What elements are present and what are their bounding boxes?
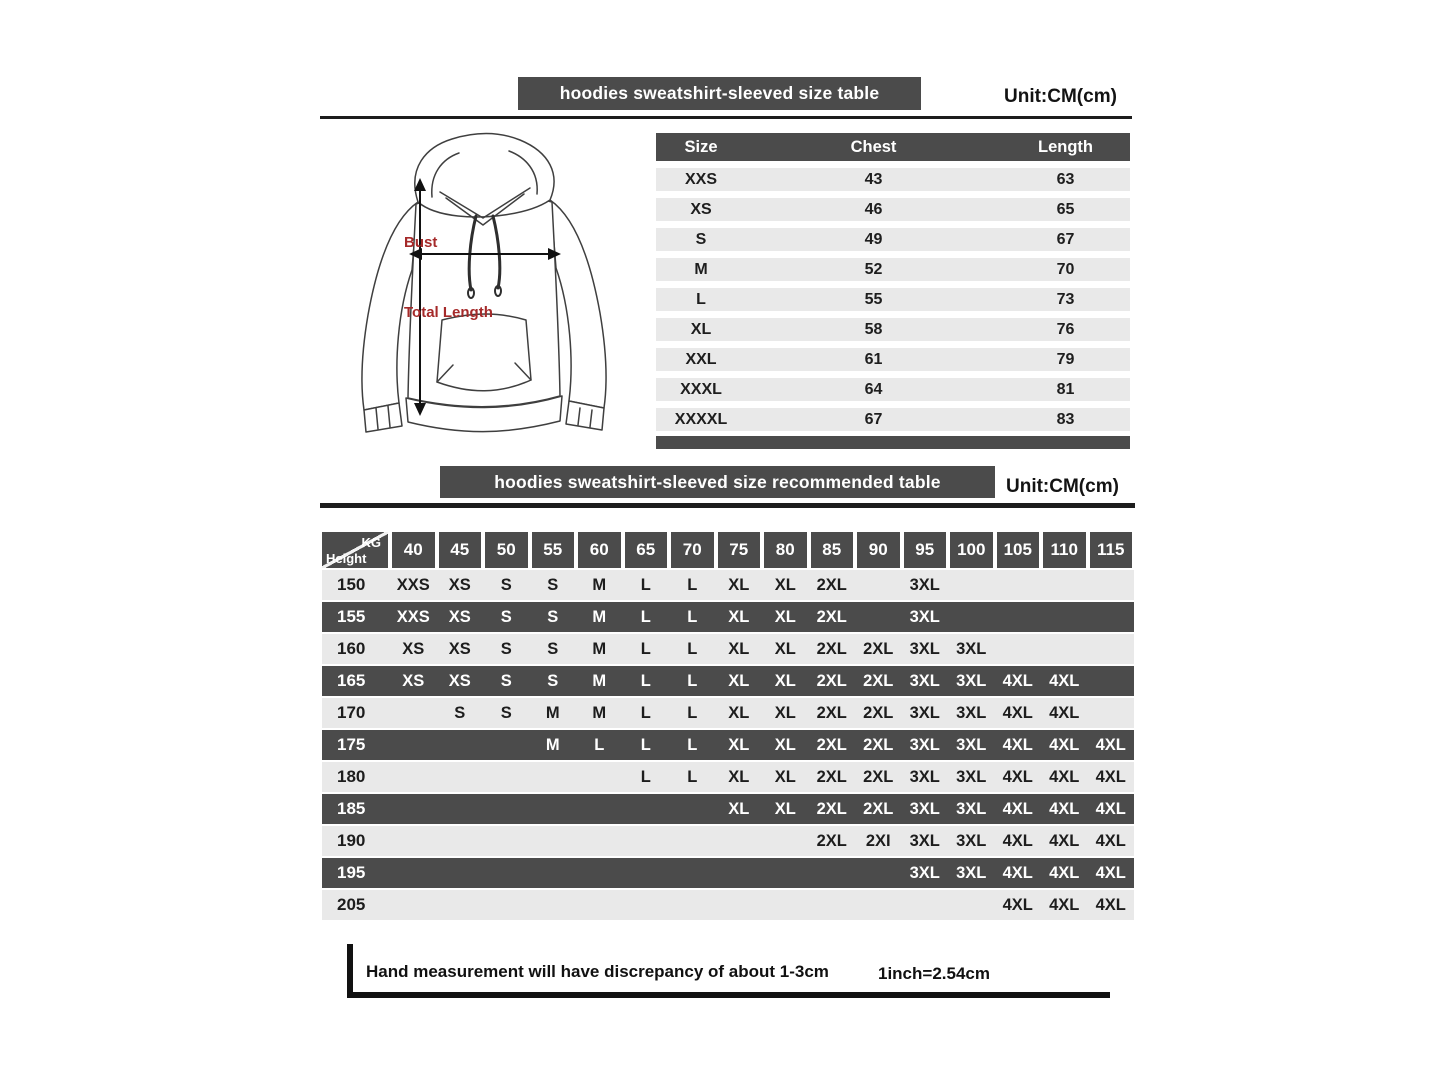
size-recommendation-cell: XS	[402, 671, 425, 690]
size-cell: XL	[690, 320, 712, 338]
size-table-row	[656, 228, 1130, 251]
weight-column-header: 115	[1090, 532, 1133, 568]
size-cell: L	[696, 290, 706, 308]
size-recommendation-cell: 2XL	[816, 575, 847, 594]
size-recommendation-cell: XL	[728, 639, 750, 658]
size-recommendation-cell: M	[592, 671, 607, 690]
size-recommendation-cell: 4XL	[1002, 895, 1033, 914]
recommended-row	[322, 570, 1134, 600]
size-recommendation-cell: S	[500, 671, 512, 690]
chest-cell: 64	[864, 380, 883, 398]
size-recommendation-cell: XL	[774, 767, 796, 786]
size-recommendation-cell: 4XL	[1049, 831, 1080, 850]
size-recommendation-cell: XL	[728, 607, 750, 626]
height-label: 190	[337, 831, 366, 850]
column-header-chest: Chest	[850, 137, 897, 156]
size-table-header	[656, 133, 1130, 161]
size-table-row	[656, 318, 1130, 341]
size-table-row	[656, 378, 1130, 401]
chest-cell: 58	[864, 320, 883, 338]
chest-cell: 49	[864, 230, 883, 248]
recommended-table-body	[322, 570, 1134, 920]
size-recommendation-cell: 3XL	[909, 703, 940, 722]
size-table-bottom-bar	[656, 436, 1130, 449]
recommended-row	[322, 634, 1134, 664]
size-recommendation-cell: XL	[774, 703, 796, 722]
length-cell: 83	[1056, 410, 1075, 428]
size-recommendation-cell: 2XL	[816, 735, 847, 754]
size-table-row	[656, 348, 1130, 371]
size-recommendation-cell: S	[547, 607, 559, 626]
size-recommendation-cell: 2XL	[863, 799, 894, 818]
length-cell: 79	[1056, 350, 1075, 368]
size-recommendation-cell: L	[640, 575, 651, 594]
size-recommendation-cell: 2XL	[863, 703, 894, 722]
size-table-row	[656, 168, 1130, 191]
weight-column-header: 95	[904, 532, 947, 568]
column-header-length: Length	[1038, 137, 1093, 156]
column-header-size: Size	[684, 137, 718, 156]
size-cell: M	[694, 260, 708, 278]
weight-column-header: 70	[671, 532, 714, 568]
size-recommendation-cell: XS	[448, 671, 471, 690]
size-recommendation-cell: XL	[728, 575, 750, 594]
weight-header-row	[322, 532, 1134, 568]
bust-label: Bust	[404, 234, 438, 251]
size-recommendation-cell: 4XL	[1002, 831, 1033, 850]
size-recommendation-cell: 4XL	[1002, 863, 1033, 882]
size-recommendation-cell: S	[454, 703, 466, 722]
size-recommendation-cell: 4XL	[1095, 863, 1126, 882]
size-recommendation-cell: XL	[774, 735, 796, 754]
height-label: 175	[337, 735, 366, 754]
size-recommendation-cell: 3XL	[956, 735, 987, 754]
size-recommendation-cell: 4XL	[1002, 799, 1033, 818]
size-recommendation-cell: S	[500, 703, 512, 722]
size-recommendation-cell: 3XL	[956, 639, 987, 658]
length-cell: 63	[1056, 170, 1075, 188]
size-recommendation-cell: L	[687, 671, 698, 690]
size-cell: XXS	[684, 170, 717, 188]
length-cell: 81	[1056, 380, 1075, 398]
size-recommendation-cell: 3XL	[909, 735, 940, 754]
size-table-title: hoodies sweatshirt-sleeved size table	[559, 83, 880, 103]
size-recommendation-cell: 4XL	[1049, 735, 1080, 754]
weight-column-header: 85	[811, 532, 854, 568]
recommended-row	[322, 762, 1134, 792]
size-recommendation-cell: 2XL	[816, 671, 847, 690]
measurement-discrepancy-note: Hand measurement will have discrepancy of about 1-3cm	[366, 962, 829, 981]
size-recommendation-cell: 3XL	[909, 671, 940, 690]
size-recommendation-cell: XS	[448, 639, 471, 658]
size-cell: S	[695, 230, 707, 248]
size-recommendation-cell: 2XL	[816, 639, 847, 658]
size-recommendation-cell: 4XL	[1049, 671, 1080, 690]
size-recommendation-cell: 2XL	[863, 735, 894, 754]
size-recommendation-cell: S	[547, 671, 559, 690]
height-label: 165	[337, 671, 366, 690]
chest-cell: 55	[864, 290, 883, 308]
weight-column-header: 55	[532, 532, 575, 568]
recommended-row	[322, 890, 1134, 920]
size-recommendation-cell: 4XL	[1095, 735, 1126, 754]
recommended-row	[322, 730, 1134, 760]
size-recommendation-cell: 2XL	[816, 799, 847, 818]
length-cell: 67	[1056, 230, 1075, 248]
corner-height-label: Height	[326, 551, 367, 566]
recommended-row	[322, 826, 1134, 856]
size-recommendation-cell: L	[687, 703, 698, 722]
size-recommendation-cell: 3XL	[956, 671, 987, 690]
size-recommendation-cell: 2XL	[816, 831, 847, 850]
weight-column-header: 105	[997, 532, 1040, 568]
chest-cell: 52	[864, 260, 883, 278]
size-table-title-bar	[518, 77, 921, 110]
size-recommendation-cell: S	[547, 639, 559, 658]
size-recommendation-cell: 2XL	[863, 639, 894, 658]
recommended-table	[322, 532, 1134, 920]
size-recommendation-cell: XS	[402, 639, 425, 658]
size-recommendation-cell: L	[640, 639, 651, 658]
size-recommendation-cell: S	[500, 639, 512, 658]
size-recommendation-cell: 3XL	[909, 831, 940, 850]
size-recommendation-cell: 3XL	[956, 703, 987, 722]
size-recommendation-cell: 4XL	[1049, 799, 1080, 818]
size-recommendation-cell: XL	[728, 799, 750, 818]
size-recommendation-cell: 3XL	[909, 575, 940, 594]
size-cell: XXXXL	[674, 410, 728, 428]
size-recommendation-cell: L	[687, 607, 698, 626]
weight-column-header: 50	[485, 532, 528, 568]
size-recommendation-cell: 3XL	[956, 863, 987, 882]
size-recommendation-cell: 4XL	[1095, 895, 1126, 914]
size-recommendation-cell: L	[687, 639, 698, 658]
size-recommendation-cell: 3XL	[956, 831, 987, 850]
weight-column-header: 60	[578, 532, 621, 568]
height-label: 160	[337, 639, 366, 658]
size-recommendation-cell: L	[687, 735, 698, 754]
top-divider	[320, 116, 1132, 119]
size-recommendation-cell: XL	[728, 735, 750, 754]
size-recommendation-cell: 2XL	[863, 767, 894, 786]
size-recommendation-cell: 4XL	[1002, 671, 1033, 690]
size-recommendation-cell: XL	[774, 639, 796, 658]
height-label: 185	[337, 799, 366, 818]
size-recommendation-cell: 2XI	[865, 831, 891, 850]
size-recommendation-cell: M	[545, 703, 560, 722]
recommended-table-title-bar	[440, 466, 995, 498]
size-cell: XS	[690, 200, 712, 218]
size-recommendation-cell: XXS	[396, 607, 430, 626]
height-label: 150	[337, 575, 366, 594]
size-recommendation-cell: XL	[728, 671, 750, 690]
recommended-row	[322, 602, 1134, 632]
size-recommendation-cell: XS	[448, 575, 471, 594]
size-table-body	[656, 168, 1130, 431]
chest-cell: 61	[864, 350, 883, 368]
chest-cell: 43	[864, 170, 883, 188]
weight-column-header: 90	[857, 532, 900, 568]
size-table-row	[656, 258, 1130, 281]
size-recommendation-cell: M	[592, 575, 607, 594]
weight-column-header: 80	[764, 532, 807, 568]
hoodie-measurement-diagram	[330, 130, 640, 460]
size-recommendation-cell: M	[592, 639, 607, 658]
height-label: 180	[337, 767, 366, 786]
size-recommendation-cell: 2XL	[816, 703, 847, 722]
size-recommendation-cell: M	[545, 735, 560, 754]
size-recommendation-cell: M	[592, 703, 607, 722]
size-recommendation-cell: 4XL	[1095, 767, 1126, 786]
recommended-table-title: hoodies sweatshirt-sleeved size recommended table	[494, 471, 941, 492]
size-recommendation-cell: XL	[728, 767, 750, 786]
size-recommendation-cell: S	[500, 575, 512, 594]
size-cell: XXXL	[680, 380, 722, 398]
middle-divider	[320, 503, 1135, 508]
size-recommendation-cell: 3XL	[909, 607, 940, 626]
size-recommendation-cell: 3XL	[956, 799, 987, 818]
size-recommendation-cell: 4XL	[1049, 895, 1080, 914]
recommended-row	[322, 666, 1134, 696]
size-recommendation-cell: L	[640, 607, 651, 626]
height-label: 195	[337, 863, 366, 882]
size-recommendation-cell: 4XL	[1002, 767, 1033, 786]
size-recommendation-cell: 3XL	[909, 767, 940, 786]
size-recommendation-cell: 3XL	[909, 799, 940, 818]
recommended-row	[322, 858, 1134, 888]
chest-cell: 46	[864, 200, 883, 218]
hoodie-pocket	[437, 314, 531, 391]
weight-column-header: 75	[718, 532, 761, 568]
size-recommendation-cell: 3XL	[909, 863, 940, 882]
size-recommendation-cell: XL	[728, 703, 750, 722]
size-recommendation-cell: 4XL	[1002, 735, 1033, 754]
size-recommendation-cell: L	[640, 767, 651, 786]
corner-kg-label: KG	[361, 535, 381, 550]
unit-label-bottom: Unit:CM(cm)	[1006, 476, 1119, 497]
size-table-row	[656, 408, 1130, 431]
size-recommendation-cell: 2XL	[863, 671, 894, 690]
size-recommendation-cell: 4XL	[1049, 863, 1080, 882]
size-recommendation-cell: 4XL	[1049, 703, 1080, 722]
size-recommendation-cell: 3XL	[909, 639, 940, 658]
size-cell: XXL	[685, 350, 717, 368]
size-recommendation-cell: L	[687, 767, 698, 786]
size-recommendation-cell: 3XL	[956, 767, 987, 786]
size-recommendation-cell: L	[687, 575, 698, 594]
size-table-row	[656, 288, 1130, 311]
size-recommendation-cell: L	[640, 735, 651, 754]
size-recommendation-cell: XL	[774, 575, 796, 594]
weight-column-header: 110	[1043, 532, 1086, 568]
length-cell: 70	[1056, 260, 1075, 278]
length-cell: 65	[1056, 200, 1075, 218]
size-recommendation-cell: XXS	[396, 575, 430, 594]
size-recommendation-cell: L	[640, 671, 651, 690]
size-recommendation-cell: XL	[774, 607, 796, 626]
size-recommendation-cell: 2XL	[816, 607, 847, 626]
chest-cell: 67	[864, 410, 883, 428]
footer-underline	[347, 992, 1110, 998]
size-recommendation-cell: S	[547, 575, 559, 594]
size-recommendation-cell: 4XL	[1095, 799, 1126, 818]
height-label: 155	[337, 607, 366, 626]
length-cell: 73	[1056, 290, 1075, 308]
height-label: 170	[337, 703, 366, 722]
size-table	[656, 133, 1130, 449]
footer-left-bar	[347, 944, 353, 998]
unit-label-top: Unit:CM(cm)	[1004, 86, 1117, 107]
weight-column-header: 45	[439, 532, 482, 568]
total-length-label: Total Length	[404, 304, 493, 321]
size-recommendation-cell: M	[592, 607, 607, 626]
height-label: 205	[337, 895, 366, 914]
size-recommendation-cell: L	[640, 703, 651, 722]
corner-header-cell	[322, 532, 388, 568]
size-table-row	[656, 198, 1130, 221]
size-recommendation-cell: 2XL	[816, 767, 847, 786]
weight-column-header: 100	[950, 532, 993, 568]
weight-column-header: 65	[625, 532, 668, 568]
weight-column-header: 40	[392, 532, 435, 568]
recommended-row	[322, 794, 1134, 824]
size-recommendation-cell: 4XL	[1002, 703, 1033, 722]
size-recommendation-cell: XS	[448, 607, 471, 626]
size-recommendation-cell: 4XL	[1095, 831, 1126, 850]
size-recommendation-cell: L	[594, 735, 605, 754]
inch-conversion-note: 1inch=2.54cm	[878, 964, 990, 983]
size-recommendation-cell: XL	[774, 671, 796, 690]
size-recommendation-cell: 4XL	[1049, 767, 1080, 786]
length-cell: 76	[1056, 320, 1075, 338]
size-recommendation-cell: XL	[774, 799, 796, 818]
size-recommendation-cell: S	[500, 607, 512, 626]
recommended-row	[322, 698, 1134, 728]
